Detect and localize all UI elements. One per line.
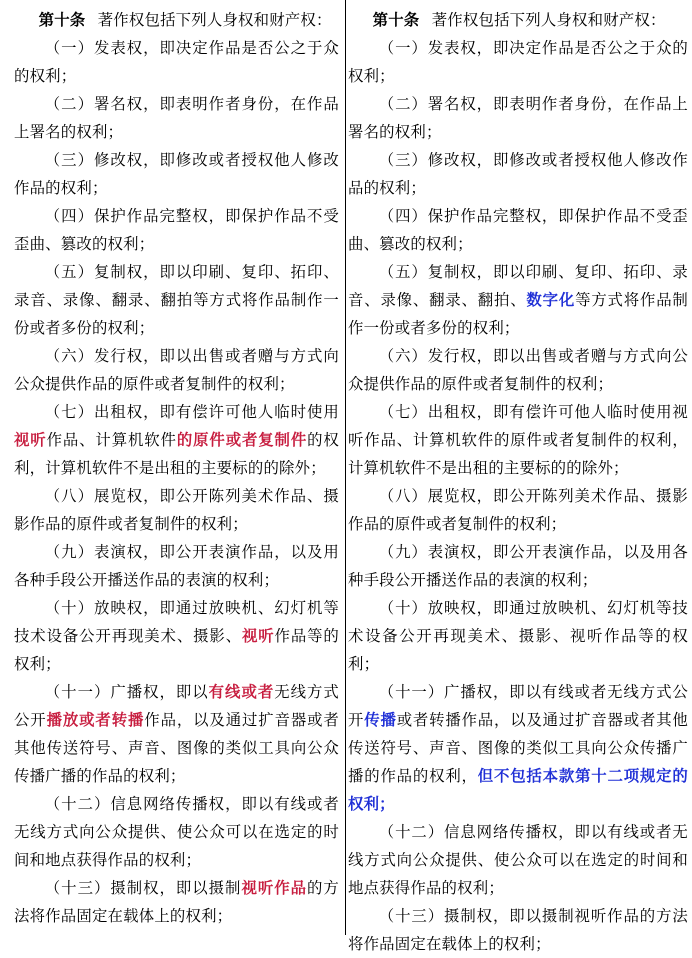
article-heading xyxy=(348,6,688,34)
clause-text: 作品等的权利； xyxy=(14,627,339,673)
clause-list xyxy=(14,34,339,930)
clause-list xyxy=(348,34,688,958)
clause-text: 作品，以及通过扩音器或者其他传送符号、声音、图像的类似工具向公众传播广播的作品的权利； xyxy=(14,711,340,785)
clause-text: （五）复制权，即以印刷、复印、拓印、录音、录像、翻录、翻拍、 xyxy=(348,263,688,309)
clause-text: （十）放映权，即通过放映机、幻灯机等技术设备公开再现美术、摄影、视听作品等的权利； xyxy=(348,599,688,673)
article-label: 第十条 xyxy=(372,11,420,29)
clause-item xyxy=(348,398,688,482)
highlighted-text: 视听作品 xyxy=(241,879,308,897)
clause-text: 或者转播作品，以及通过扩音器或者其他传送符号、声音、图像的类似工具向公众传播广播的作品的权利， xyxy=(348,711,689,785)
clause-item xyxy=(14,398,339,482)
clause-text: 作品、计算机软件 xyxy=(46,431,177,449)
article-label: 第十条 xyxy=(38,11,86,29)
new-version-column xyxy=(346,0,692,953)
clause-item xyxy=(14,146,339,202)
clause-text: （十二）信息网络传播权，即以有线或者无线方式向公众提供、使公众可以在选定的时间和地点获得作品的权利； xyxy=(14,795,339,869)
article-intro: 著作权包括下列人身权和财产权： xyxy=(431,11,666,29)
clause-text: （四）保护作品完整权，即保护作品不受歪曲、篡改的权利； xyxy=(14,207,339,253)
highlighted-text: 的原件或者复制件 xyxy=(176,431,308,449)
clause-text: 的方法将作品固定在载体上的权利； xyxy=(14,879,339,925)
clause-text: （四）保护作品完整权，即保护作品不受歪曲、篡改的权利； xyxy=(348,207,688,253)
clause-text: （九）表演权，即公开表演作品，以及用各种手段公开播送作品的表演的权利； xyxy=(348,543,688,589)
clause-text: 等方式将作品制作一份或者多份的权利； xyxy=(348,291,689,337)
clause-item xyxy=(348,342,688,398)
clause-text: （十三）摄制权，即以摄制视听作品的方法将作品固定在载体上的权利； xyxy=(348,907,688,953)
clause-item xyxy=(348,482,688,538)
highlighted-text: 数字化 xyxy=(526,291,576,309)
article-intro: 著作权包括下列人身权和财产权： xyxy=(97,11,332,29)
article-heading xyxy=(14,6,339,34)
highlighted-text: 但不包括本款第十二项规定的权利； xyxy=(348,767,688,813)
clause-item xyxy=(14,34,339,90)
clause-item xyxy=(348,258,688,342)
clause-text: （七）出租权，即有偿许可他人临时使用视听作品、计算机软件的原件或者复制件的权利，计算机软件不是出租的主要标的的除外； xyxy=(348,403,688,477)
clause-item xyxy=(348,90,688,146)
clause-item xyxy=(348,902,688,958)
clause-text: （三）修改权，即修改或者授权他人修改作品的权利； xyxy=(348,151,688,197)
clause-item xyxy=(14,594,339,678)
clause-text: （六）发行权，即以出售或者赠与方式向公众提供作品的原件或者复制件的权利； xyxy=(348,347,688,393)
clause-item xyxy=(348,818,688,902)
highlighted-text: 传播 xyxy=(364,711,397,729)
highlighted-text: 有线或者 xyxy=(208,683,275,701)
clause-item xyxy=(14,342,339,398)
clause-item xyxy=(348,538,688,594)
clause-text: （五）复制权，即以印刷、复印、拓印、录音、录像、翻录、翻拍等方式将作品制作一份或者多份的权利； xyxy=(14,263,339,337)
clause-text: （十一）广播权，即以 xyxy=(44,683,209,701)
clause-text: （八）展览权，即公开陈列美术作品、摄影作品的原件或者复制件的权利； xyxy=(348,487,688,533)
clause-item xyxy=(14,258,339,342)
clause-item xyxy=(14,874,339,930)
clause-text: 无线方式公开 xyxy=(14,683,339,729)
clause-text: （一）发表权，即决定作品是否公之于众的权利； xyxy=(14,39,339,85)
highlighted-text: 视听 xyxy=(241,627,275,645)
clause-item xyxy=(348,594,688,678)
clause-text: （十）放映权，即通过放映机、幻灯机等技术设备公开再现美术、摄影、 xyxy=(14,599,339,645)
clause-text: （九）表演权，即公开表演作品，以及用各种手段公开播送作品的表演的权利； xyxy=(14,543,339,589)
clause-text: （六）发行权，即以出售或者赠与方式向公众提供作品的原件或者复制件的权利； xyxy=(14,347,339,393)
clause-text: （三）修改权，即修改或者授权他人修改作品的权利； xyxy=(14,151,339,197)
clause-text: （二）署名权，即表明作者身份，在作品上署名的权利； xyxy=(14,95,339,141)
clause-item xyxy=(14,202,339,258)
clause-text: （八）展览权，即公开陈列美术作品、摄影作品的原件或者复制件的权利； xyxy=(14,487,339,533)
highlighted-text: 播放或者转播 xyxy=(46,711,145,729)
clause-item xyxy=(14,538,339,594)
clause-text: （十三）摄制权，即以摄制 xyxy=(44,879,242,897)
clause-item xyxy=(348,34,688,90)
old-version-column xyxy=(0,0,346,935)
clause-item xyxy=(14,678,339,790)
clause-item xyxy=(348,678,688,818)
clause-text: （十二）信息网络传播权，即以有线或者无线方式向公众提供、使公众可以在选定的时间和地点获得作品的权利； xyxy=(348,823,688,897)
clause-item xyxy=(14,790,339,874)
clause-item xyxy=(348,146,688,202)
clause-text: （十一）广播权，即以有线或者无线方式公开 xyxy=(348,683,688,729)
clause-text: （一）发表权，即决定作品是否公之于众的权利； xyxy=(348,39,688,85)
clause-text: （二）署名权，即表明作者身份，在作品上署名的权利； xyxy=(348,95,688,141)
clause-item xyxy=(348,202,688,258)
clause-item xyxy=(14,482,339,538)
clause-item xyxy=(14,90,339,146)
clause-text: （七）出租权，即有偿许可他人临时使用 xyxy=(44,403,339,421)
clause-text: 的权利，计算机软件不是出租的主要标的的除外； xyxy=(14,431,339,477)
highlighted-text: 视听 xyxy=(14,431,47,449)
